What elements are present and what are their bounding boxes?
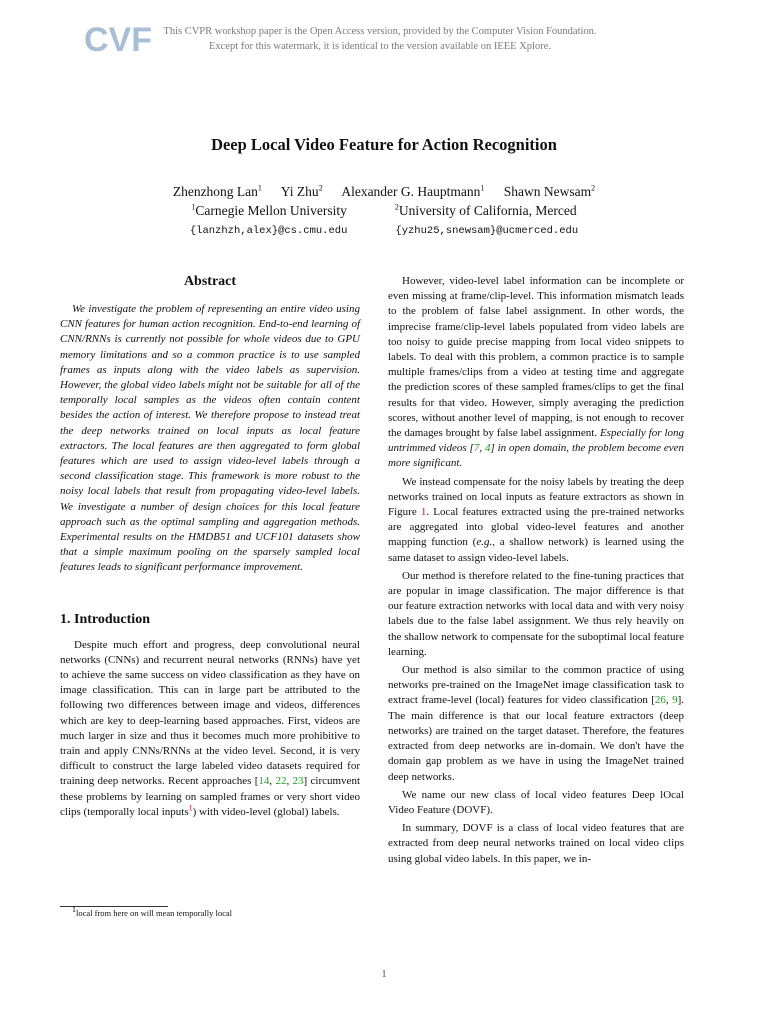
author-emails bbox=[0, 225, 768, 237]
affiliation-mark: 2 bbox=[318, 183, 323, 193]
citation-link[interactable]: 22 bbox=[275, 775, 287, 788]
abstract-text: We investigate the problem of representing an entire video using CNN features for human action recognition. End-to-end learning of CNN/RNNs is currently not possible for whole videos due to GPU memory limitations and so a common practice is to use sampled frames as inputs along with the video labels as supervision. However, the global video labels might not be suitable for all of the temporally local samples as the videos often contain content besides the action of interest. We therefore propose to instead treat the deep networks trained on local inputs as local feature extractors. The local features are then aggregated to form global features which are used to assign video-level labels through a second classification stage. This framework is more robust to the noisy local labels that result from propagating video-level labels. We investigate a number of design choices for this local feature approach such as the optimal sampling and aggregation methods. Experimental results on the HMDB51 and UCF101 datasets show that a simple maximum pooling on the sparsely sampled local features leads to significant performance improvement. bbox=[60, 303, 360, 574]
footnote-marker[interactable]: 1 bbox=[188, 803, 193, 813]
author-name: Yi Zhu bbox=[280, 184, 319, 199]
author-affiliations bbox=[0, 203, 768, 219]
email: {yzhu25,snewsam}@ucmerced.edu bbox=[395, 225, 579, 237]
cvf-logo-text: CVF bbox=[84, 21, 152, 59]
author-name: Alexander G. Hauptmann bbox=[341, 184, 481, 199]
paragraph: Our method is therefore related to the fine-tuning practices that are popular in image classification. The major difference is that our feature extraction networks with local data and with very noisy labels due to the false label assignment. We thus rely heavily on the shallow network to compensate for the suboptimal local feature learning. bbox=[388, 569, 684, 658]
right-column bbox=[388, 274, 684, 870]
footnote-rule bbox=[60, 906, 168, 907]
watermark-line-2: Except for this watermark, it is identical to the version available on IEEE Xplore. bbox=[208, 41, 551, 52]
introduction-heading: 1. Introduction bbox=[60, 611, 150, 627]
citation-link[interactable]: 7 bbox=[473, 442, 480, 455]
author-name: Shawn Newsam bbox=[503, 184, 592, 199]
affiliation-mark: 2 bbox=[591, 183, 596, 193]
citation-link[interactable]: 14 bbox=[258, 775, 270, 788]
email: {lanzhzh,alex}@cs.cmu.edu bbox=[189, 225, 348, 237]
figure-reference-link[interactable]: 1 bbox=[420, 506, 427, 519]
footnote-mark: 1 bbox=[72, 905, 76, 915]
paragraph: However, video-level label information can be incomplete or even missing at frame/clip-level. This information mismatch leads to the problem of false label assignment. In other words, the imprecise frame/clip-level labels populated from video labels are too noisy to guide precise mapping from local video snippets to labels. To deal with this problem, a common practice is to sample multiple frames/clips from a video at testing time and aggregate the prediction scores of these sampled frames/clips to get the final results for that video. However, simply averaging the prediction scores, without another level of mapping, is not enough to recover the damages brought by false label assignment. Especially for long untrimmed videos [7, 4] in open domain, the problem become even more significant. bbox=[388, 275, 685, 470]
abstract-heading: Abstract bbox=[183, 274, 237, 289]
citation-link[interactable]: 23 bbox=[292, 775, 304, 788]
affiliation: Carnegie Mellon University bbox=[195, 203, 347, 218]
footnote-text: local from here on will mean temporally local bbox=[76, 908, 233, 918]
page-number: 1 bbox=[381, 968, 387, 980]
citation-link[interactable]: 26 bbox=[654, 694, 666, 707]
paragraph: We name our new class of local video features Deep lOcal Video Feature (DOVF). bbox=[388, 788, 684, 816]
affiliation-mark: 1 bbox=[191, 202, 196, 212]
watermark-line-1: This CVPR workshop paper is the Open Access version, provided by the Computer Vision Foundation. bbox=[163, 26, 597, 37]
author-names bbox=[0, 184, 768, 200]
citation-link[interactable]: 4 bbox=[484, 442, 491, 455]
affiliation-mark: 1 bbox=[257, 183, 262, 193]
citation-link[interactable]: 9 bbox=[672, 694, 678, 707]
intro-paragraph: Despite much effort and progress, deep convolutional neural networks (CNNs) and recurrent neural networks (RNNs) have yet to achieve the same success on video classification as they have on image classification. This can in large part be attributed to the following two differences between image and videos, differences which are key to deep-learning based approaches. First, videos are much larger in size and thus it becomes much more prohibitive to train and apply CNNs/RNNs at the video level. Second, it is very difficult to construct the large labeled video datasets required for training deep networks. Recent approaches [14, 22, 23] circumvent these problems by learning on sampled frames or very short video clips (temporally local inputs$^1$) with video-level (global) labels. bbox=[60, 638, 360, 818]
affiliation: University of California, Merced bbox=[398, 203, 577, 218]
author-name: Zhenzhong Lan bbox=[172, 184, 258, 199]
affiliation-mark: 1 bbox=[480, 183, 485, 193]
left-column bbox=[60, 274, 360, 820]
paragraph: Our method is also similar to the common practice of using networks pre-trained on the ImageNet image classification task to extract frame-level (local) features for video classification [26, 9]. The main difference is that our local feature extractors (deep networks) are trained on the target dataset. Therefore, the features extracted from deep networks are in-domain. We don't have the domain gap problem as we have in using the ImageNet trained deep networks. bbox=[388, 664, 684, 783]
paragraph: In summary, DOVF is a class of local video features that are extracted from deep neural networks trained on local video clips using global video labels. In this paper, we in- bbox=[388, 822, 684, 865]
paper-title: Deep Local Video Feature for Action Recognition bbox=[211, 135, 557, 154]
paragraph: We instead compensate for the noisy labels by treating the deep networks trained on local inputs as feature extractors as shown in Figure 1. Local features extracted using the pre-trained networks are aggregated into global video-level features and another mapping function (e.g., a shallow network) is learned using the same dataset to assign video-level labels. bbox=[388, 475, 684, 564]
footnote bbox=[72, 905, 233, 918]
affiliation-mark: 2 bbox=[394, 202, 399, 212]
